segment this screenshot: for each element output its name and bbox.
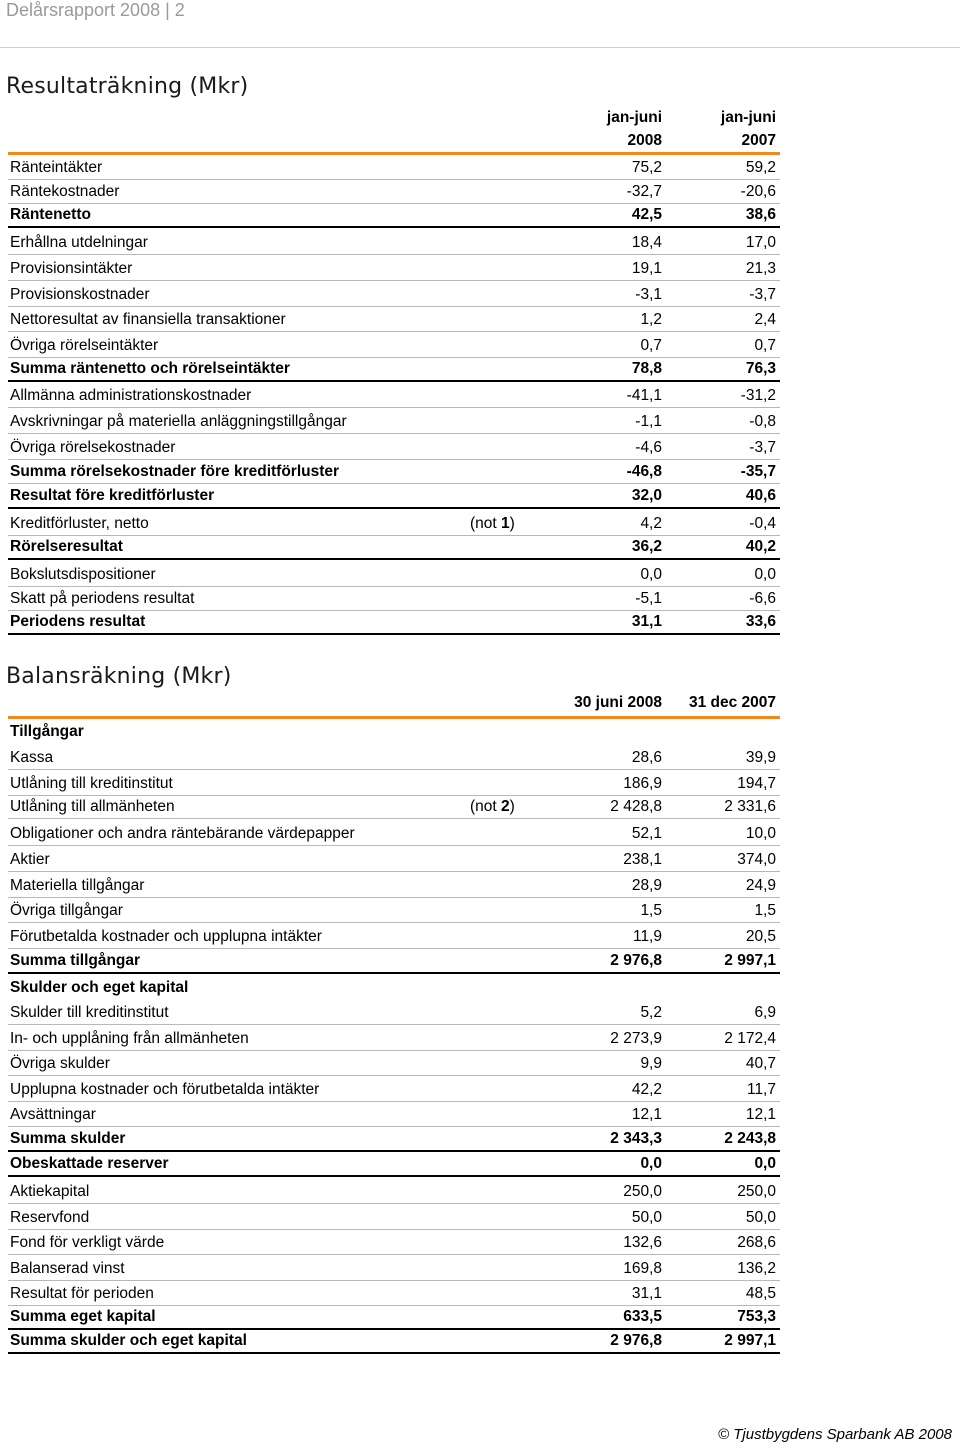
note-number: 2 <box>501 798 510 815</box>
table-row-periodens-resultat <box>8 611 780 635</box>
table-row-utlaning-till-kreditinstitut <box>8 770 780 796</box>
balance-col2-header: 31 dec 2007 <box>688 694 776 711</box>
table-row-utlaning-till-allmanheten <box>8 796 780 819</box>
value-current-period: 50,0 <box>631 1209 662 1226</box>
table-row-skatt-pa-periodens-resultat <box>8 587 780 611</box>
value-current-period: 2 976,8 <box>610 952 662 969</box>
row-label: In- och upplåning från allmänheten <box>10 1030 249 1047</box>
row-label: Räntekostnader <box>10 183 120 200</box>
row-label: Reservfond <box>10 1209 90 1226</box>
value-previous-period: 12,1 <box>745 1106 776 1123</box>
table-row-provisionsintakter <box>8 255 780 281</box>
note-reference <box>470 515 515 533</box>
row-label: Rörelseresultat <box>10 538 123 555</box>
row-label: Aktiekapital <box>10 1183 90 1200</box>
value-current-period: 2 428,8 <box>610 798 662 815</box>
table-row-allmanna-administrationskostnader <box>8 382 780 408</box>
value-current-period: 9,9 <box>640 1055 662 1072</box>
table-row-summa-tillgangar <box>8 949 780 974</box>
row-label: Utlåning till kreditinstitut <box>10 775 173 792</box>
value-previous-period: -35,7 <box>740 463 776 480</box>
value-previous-period: 0,0 <box>754 1155 776 1172</box>
row-label: Summa rörelsekostnader före kreditförluster <box>10 463 340 480</box>
row-label: Kreditförluster, netto <box>10 515 149 532</box>
table-row-summa-rorelsekostnader-fore-kreditforluster <box>8 460 780 484</box>
page-header <box>0 0 960 48</box>
income-col1-line2: 2008 <box>627 132 662 149</box>
table-row-forutbetalda-kostnader-och-upplupna-intakter <box>8 923 780 949</box>
value-previous-period: 2 172,4 <box>724 1030 776 1047</box>
row-label: Övriga rörelseintäkter <box>10 337 159 354</box>
table-row-rorelseresultat <box>8 536 780 560</box>
value-current-period: 0,7 <box>640 337 662 354</box>
row-label: Summa skulder <box>10 1130 126 1147</box>
value-current-period: 78,8 <box>631 360 662 377</box>
income-col2-line2: 2007 <box>741 132 776 149</box>
table-row-summa-eget-kapital <box>8 1306 780 1330</box>
value-current-period: 250,0 <box>623 1183 662 1200</box>
row-label: Resultat för perioden <box>10 1285 154 1302</box>
table-row-ranteintakter <box>8 156 780 180</box>
value-current-period: 28,6 <box>631 749 662 766</box>
table-row-obeskattade-reserver <box>8 1152 780 1177</box>
row-label: Skulder till kreditinstitut <box>10 1004 169 1021</box>
note-prefix: (not <box>470 798 502 815</box>
value-current-period: 31,1 <box>631 613 662 630</box>
note-reference <box>470 798 515 816</box>
value-current-period: 32,0 <box>631 487 662 504</box>
balance-col1-header: 30 juni 2008 <box>574 694 662 711</box>
value-previous-period: 40,7 <box>745 1055 776 1072</box>
row-label: Summa skulder och eget kapital <box>10 1332 247 1349</box>
value-previous-period: 6,9 <box>754 1004 776 1021</box>
row-label: Allmänna administrationskostnader <box>10 387 252 404</box>
table-row-skulder-och-eget-kapital <box>8 974 780 999</box>
value-previous-period: 2 243,8 <box>724 1130 776 1147</box>
value-previous-period: 2 331,6 <box>724 798 776 815</box>
table-row-obligationer-och-andra-rantebarande-vardepapper <box>8 819 780 846</box>
row-label: Provisionsintäkter <box>10 260 133 277</box>
row-label: Räntenetto <box>10 206 91 223</box>
value-previous-period: 40,6 <box>745 487 776 504</box>
row-label: Balanserad vinst <box>10 1260 125 1277</box>
income-col2-line1: jan-juni <box>720 109 776 126</box>
value-previous-period: -3,7 <box>749 439 776 456</box>
value-previous-period: 38,6 <box>745 206 776 223</box>
value-previous-period: 48,5 <box>745 1285 776 1302</box>
value-current-period: 2 273,9 <box>610 1030 662 1047</box>
row-label: Avskrivningar på materiella anläggningstillgångar <box>10 413 347 430</box>
value-previous-period: 10,0 <box>745 825 776 842</box>
value-current-period: 1,2 <box>640 311 662 328</box>
value-previous-period: 40,2 <box>745 538 776 555</box>
table-row-upplupna-kostnader-och-forutbetalda-intakter <box>8 1076 780 1102</box>
row-label: Materiella tillgångar <box>10 877 145 894</box>
row-label: Skulder och eget kapital <box>10 979 189 996</box>
table-row-rantekostnader <box>8 180 780 204</box>
value-current-period: 42,5 <box>631 206 662 223</box>
value-current-period: 18,4 <box>631 234 662 251</box>
value-current-period: -5,1 <box>635 590 662 607</box>
value-current-period: 633,5 <box>623 1308 662 1325</box>
row-label: Bokslutsdispositioner <box>10 566 156 583</box>
value-current-period: 36,2 <box>631 538 662 555</box>
value-previous-period: 50,0 <box>745 1209 776 1226</box>
value-current-period: 5,2 <box>640 1004 662 1021</box>
table-row-rantenetto <box>8 204 780 228</box>
value-previous-period: 2 997,1 <box>724 952 776 969</box>
row-label: Kassa <box>10 749 54 766</box>
row-label: Övriga tillgångar <box>10 902 123 919</box>
value-current-period: -1,1 <box>635 413 662 430</box>
table-row-erhallna-utdelningar <box>8 228 780 255</box>
table-row-summa-rantenetto-och-rorelseintakter <box>8 358 780 382</box>
value-previous-period: 136,2 <box>737 1260 776 1277</box>
value-current-period: -41,1 <box>626 387 662 404</box>
report-header: Delårsrapport 2008 | 2 <box>6 0 185 20</box>
row-label: Förutbetalda kostnader och upplupna intäkter <box>10 928 322 945</box>
value-previous-period: 0,7 <box>754 337 776 354</box>
value-previous-period: 374,0 <box>737 851 776 868</box>
income-statement-title: Resultaträkning (Mkr) <box>6 74 249 99</box>
income-col1-line1: jan-juni <box>606 109 662 126</box>
value-previous-period: -3,7 <box>749 286 776 303</box>
value-current-period: 75,2 <box>631 159 662 176</box>
row-label: Ränteintäkter <box>10 159 103 176</box>
value-previous-period: -0,8 <box>749 413 776 430</box>
table-row-resultat-for-perioden <box>8 1281 780 1306</box>
value-previous-period: 1,5 <box>754 902 776 919</box>
row-label: Övriga skulder <box>10 1055 110 1072</box>
row-label: Summa räntenetto och rörelseintäkter <box>10 360 290 377</box>
table-row-bokslutsdispositioner <box>8 560 780 587</box>
copyright-footer: © Tjustbygdens Sparbank AB 2008 <box>718 1426 952 1443</box>
value-current-period: 132,6 <box>623 1234 662 1251</box>
value-current-period: 1,5 <box>640 902 662 919</box>
value-previous-period: -0,4 <box>749 515 776 532</box>
row-label: Fond för verkligt värde <box>10 1234 165 1251</box>
value-current-period: 19,1 <box>631 260 662 277</box>
note-prefix: (not <box>470 515 502 532</box>
value-previous-period: 33,6 <box>745 613 776 630</box>
value-current-period: 169,8 <box>623 1260 662 1277</box>
balance-sheet-table <box>8 719 780 1354</box>
value-previous-period: 250,0 <box>737 1183 776 1200</box>
row-label: Upplupna kostnader och förutbetalda intäkter <box>10 1081 320 1098</box>
value-current-period: 28,9 <box>631 877 662 894</box>
income-header-rule <box>8 152 780 155</box>
note-suffix: ) <box>509 798 515 815</box>
table-row-avskrivningar-pa-materiella-anlaggningstillgangar <box>8 408 780 434</box>
row-label: Periodens resultat <box>10 613 146 630</box>
row-label: Summa eget kapital <box>10 1308 156 1325</box>
table-row-ovriga-skulder <box>8 1051 780 1076</box>
balance-sheet-title: Balansräkning (Mkr) <box>6 664 232 689</box>
row-label: Resultat före kreditförluster <box>10 487 215 504</box>
value-previous-period: -31,2 <box>740 387 776 404</box>
row-label: Obligationer och andra räntebärande värdepapper <box>10 825 355 842</box>
value-current-period: 12,1 <box>631 1106 662 1123</box>
value-previous-period: 268,6 <box>737 1234 776 1251</box>
table-row-reservfond <box>8 1204 780 1230</box>
note-number: 1 <box>501 515 510 532</box>
row-label: Provisionskostnader <box>10 286 150 303</box>
row-label: Obeskattade reserver <box>10 1155 169 1172</box>
value-current-period: 52,1 <box>631 825 662 842</box>
value-current-period: 31,1 <box>631 1285 662 1302</box>
table-row-ovriga-tillgangar <box>8 898 780 923</box>
value-current-period: 11,9 <box>632 928 662 945</box>
note-suffix: ) <box>509 515 515 532</box>
row-label: Skatt på periodens resultat <box>10 590 195 607</box>
table-row-in-och-upplaning-fran-allmanheten <box>8 1025 780 1051</box>
income-statement-table <box>8 156 780 635</box>
table-row-kassa <box>8 743 780 770</box>
value-previous-period: 17,0 <box>745 234 776 251</box>
table-row-fond-for-verkligt-varde <box>8 1230 780 1255</box>
value-previous-period: 11,7 <box>746 1081 776 1098</box>
income-col-2008-header <box>607 106 662 152</box>
table-row-resultat-fore-kreditforluster <box>8 484 780 509</box>
value-previous-period: 0,0 <box>754 566 776 583</box>
value-previous-period: 194,7 <box>737 775 776 792</box>
value-current-period: 0,0 <box>640 566 662 583</box>
value-current-period: -46,8 <box>626 463 662 480</box>
table-row-avsattningar <box>8 1102 780 1127</box>
value-current-period: 0,0 <box>640 1155 662 1172</box>
row-label: Aktier <box>10 851 50 868</box>
table-row-kreditforluster-netto <box>8 509 780 536</box>
table-row-summa-skulder <box>8 1127 780 1152</box>
table-row-tillgangar <box>8 719 780 743</box>
value-current-period: 4,2 <box>640 515 662 532</box>
table-row-aktier <box>8 846 780 872</box>
row-label: Tillgångar <box>10 723 84 740</box>
value-previous-period: 21,3 <box>745 260 776 277</box>
value-current-period: 238,1 <box>623 851 662 868</box>
value-current-period: 42,2 <box>631 1081 662 1098</box>
table-row-nettoresultat-av-finansiella-transaktioner <box>8 307 780 332</box>
value-current-period: 186,9 <box>623 775 662 792</box>
value-previous-period: 2,4 <box>754 311 776 328</box>
row-label: Summa tillgångar <box>10 952 141 969</box>
value-previous-period: -20,6 <box>740 183 776 200</box>
table-row-aktiekapital <box>8 1177 780 1204</box>
table-row-provisionskostnader <box>8 281 780 307</box>
value-previous-period: 24,9 <box>745 877 776 894</box>
row-label: Avsättningar <box>10 1106 96 1123</box>
table-row-materiella-tillgangar <box>8 872 780 898</box>
value-current-period: -4,6 <box>635 439 662 456</box>
value-previous-period: -6,6 <box>749 590 776 607</box>
table-row-balanserad-vinst <box>8 1255 780 1281</box>
value-previous-period: 39,9 <box>745 749 776 766</box>
table-row-ovriga-rorelsekostnader <box>8 434 780 460</box>
value-previous-period: 59,2 <box>745 159 776 176</box>
value-previous-period: 76,3 <box>745 360 776 377</box>
table-row-ovriga-rorelseintakter <box>8 332 780 358</box>
value-previous-period: 20,5 <box>745 928 776 945</box>
value-current-period: 2 343,3 <box>610 1130 662 1147</box>
table-row-skulder-till-kreditinstitut <box>8 999 780 1025</box>
income-col-2007-header <box>721 106 776 152</box>
row-label: Nettoresultat av finansiella transaktioner <box>10 311 286 328</box>
row-label: Övriga rörelsekostnader <box>10 439 176 456</box>
value-current-period: -3,1 <box>635 286 662 303</box>
value-current-period: 2 976,8 <box>610 1332 662 1349</box>
table-row-summa-skulder-och-eget-kapital <box>8 1330 780 1354</box>
value-previous-period: 753,3 <box>737 1308 776 1325</box>
value-current-period: -32,7 <box>626 183 662 200</box>
row-label: Utlåning till allmänheten <box>10 798 175 815</box>
value-previous-period: 2 997,1 <box>724 1332 776 1349</box>
row-label: Erhållna utdelningar <box>10 234 148 251</box>
